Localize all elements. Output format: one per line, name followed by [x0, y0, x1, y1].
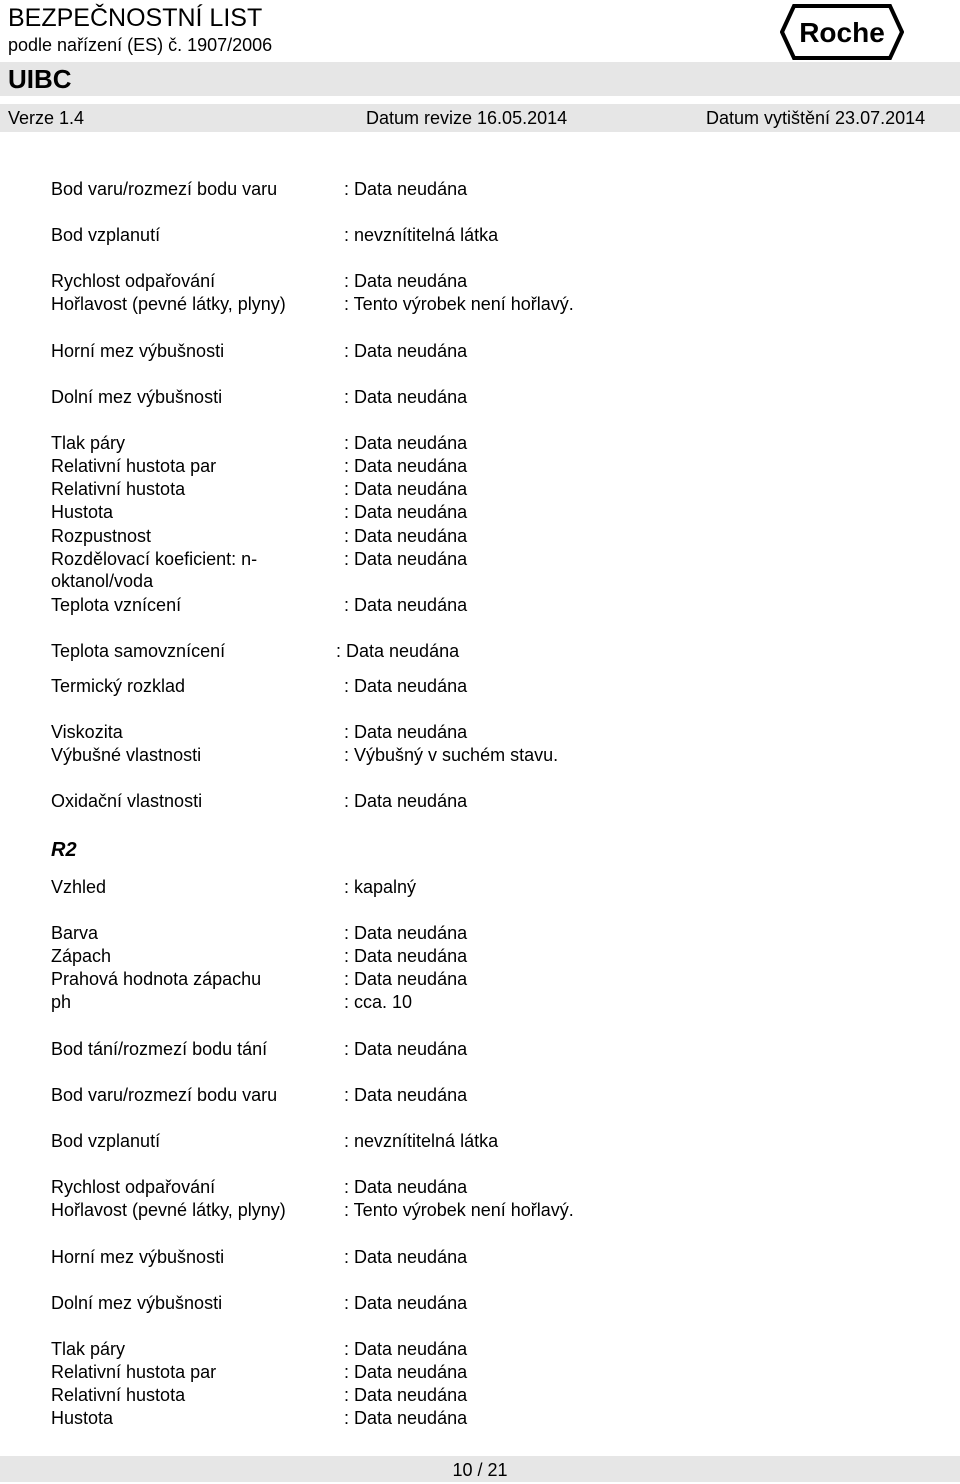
property-label: Vzhled [51, 877, 107, 897]
property-value: : Data neudána [344, 595, 468, 615]
property-label: Hustota [51, 1408, 114, 1428]
property-label: Dolní mez výbušnosti [51, 387, 223, 407]
property-label: Rychlost odpařování [51, 1177, 216, 1197]
property-value: : cca. 10 [344, 992, 413, 1012]
property-label: Hustota [51, 502, 114, 522]
property-value: : Výbušný v suchém stavu. [344, 745, 559, 765]
property-value: : Data neudána [344, 946, 468, 966]
property-value: : Data neudána [344, 722, 468, 742]
roche-logo [780, 4, 904, 60]
property-value: : Data neudána [344, 1408, 468, 1428]
property-label: Termický rozklad [51, 676, 186, 696]
property-value: : Data neudána [344, 526, 468, 546]
property-label: Bod varu/rozmezí bodu varu [51, 1085, 278, 1105]
property-value: : Data neudána [344, 456, 468, 476]
revision-date: Datum revize 16.05.2014 [366, 108, 568, 128]
property-label: Bod tání/rozmezí bodu tání [51, 1039, 268, 1059]
property-label: Rozdělovací koeficient: n-oktanol/voda [51, 549, 258, 591]
property-value: : Data neudána [344, 479, 468, 499]
property-value: : Data neudána [344, 433, 468, 453]
property-label: Relativní hustota par [51, 456, 217, 476]
property-value: : Data neudána [344, 969, 468, 989]
property-label: Bod vzplanutí [51, 1131, 161, 1151]
property-value: : Data neudána [344, 179, 468, 199]
property-value: : Tento výrobek není hořlavý. [344, 294, 574, 314]
property-value: : Data neudána [344, 1385, 468, 1405]
property-value: : kapalný [344, 877, 417, 897]
version: Verze 1.4 [8, 108, 85, 128]
property-label: Teplota vznícení [51, 595, 182, 615]
property-label: Tlak páry [51, 1339, 126, 1359]
property-value: : Data neudána [344, 502, 468, 522]
property-label: Dolní mez výbušnosti [51, 1293, 223, 1313]
print-date: Datum vytištění 23.07.2014 [706, 108, 926, 128]
logo-text: Roche [799, 17, 885, 48]
property-label: Viskozita [51, 722, 123, 742]
property-label: Relativní hustota [51, 1385, 186, 1405]
property-label: Teplota samovznícení [51, 641, 226, 661]
property-label: Oxidační vlastnosti [51, 791, 203, 811]
property-value: : Data neudána [344, 1247, 468, 1267]
property-value: : nevznítitelná látka [344, 1131, 499, 1151]
property-value: : Data neudána [344, 1177, 468, 1197]
property-value: : Data neudána [344, 549, 468, 569]
version-bar [0, 104, 960, 132]
property-value: : Data neudána [344, 1339, 468, 1359]
property-label: Tlak páry [51, 433, 126, 453]
property-value: : Data neudána [344, 676, 468, 696]
property-label: Rychlost odpařování [51, 271, 216, 291]
product-name: UIBC [8, 64, 72, 94]
property-value: : Data neudána [344, 791, 468, 811]
regulation-reference: podle nařízení (ES) č. 1907/2006 [8, 35, 273, 55]
product-bar [0, 62, 960, 96]
page-number: 10 / 21 [452, 1460, 508, 1480]
property-value: : Data neudána [344, 341, 468, 361]
property-value: : Tento výrobek není hořlavý. [344, 1200, 574, 1220]
property-label: Hořlavost (pevné látky, plyny) [51, 1200, 286, 1220]
property-label: Rozpustnost [51, 526, 152, 546]
property-label: Bod varu/rozmezí bodu varu [51, 179, 278, 199]
property-label: Hořlavost (pevné látky, plyny) [51, 294, 286, 314]
section-heading-r2: R2 [51, 839, 77, 861]
property-value: : Data neudána [344, 1362, 468, 1382]
document-title: BEZPEČNOSTNÍ LIST [8, 4, 263, 32]
property-value: : Data neudána [344, 1293, 468, 1313]
property-value: : nevznítitelná látka [344, 225, 499, 245]
property-label: ph [51, 992, 72, 1012]
property-label: Relativní hustota par [51, 1362, 217, 1382]
property-value: : Data neudána [336, 641, 460, 661]
property-label: Výbušné vlastnosti [51, 745, 202, 765]
property-label: Horní mez výbušnosti [51, 341, 225, 361]
property-label: Zápach [51, 946, 112, 966]
property-label: Barva [51, 923, 99, 943]
property-value: : Data neudána [344, 1085, 468, 1105]
property-label: Bod vzplanutí [51, 225, 161, 245]
property-value: : Data neudána [344, 387, 468, 407]
property-value: : Data neudána [344, 923, 468, 943]
property-value: : Data neudána [344, 1039, 468, 1059]
property-label: Relativní hustota [51, 479, 186, 499]
property-value: : Data neudána [344, 271, 468, 291]
property-label: Prahová hodnota zápachu [51, 969, 262, 989]
property-label: Horní mez výbušnosti [51, 1247, 225, 1267]
